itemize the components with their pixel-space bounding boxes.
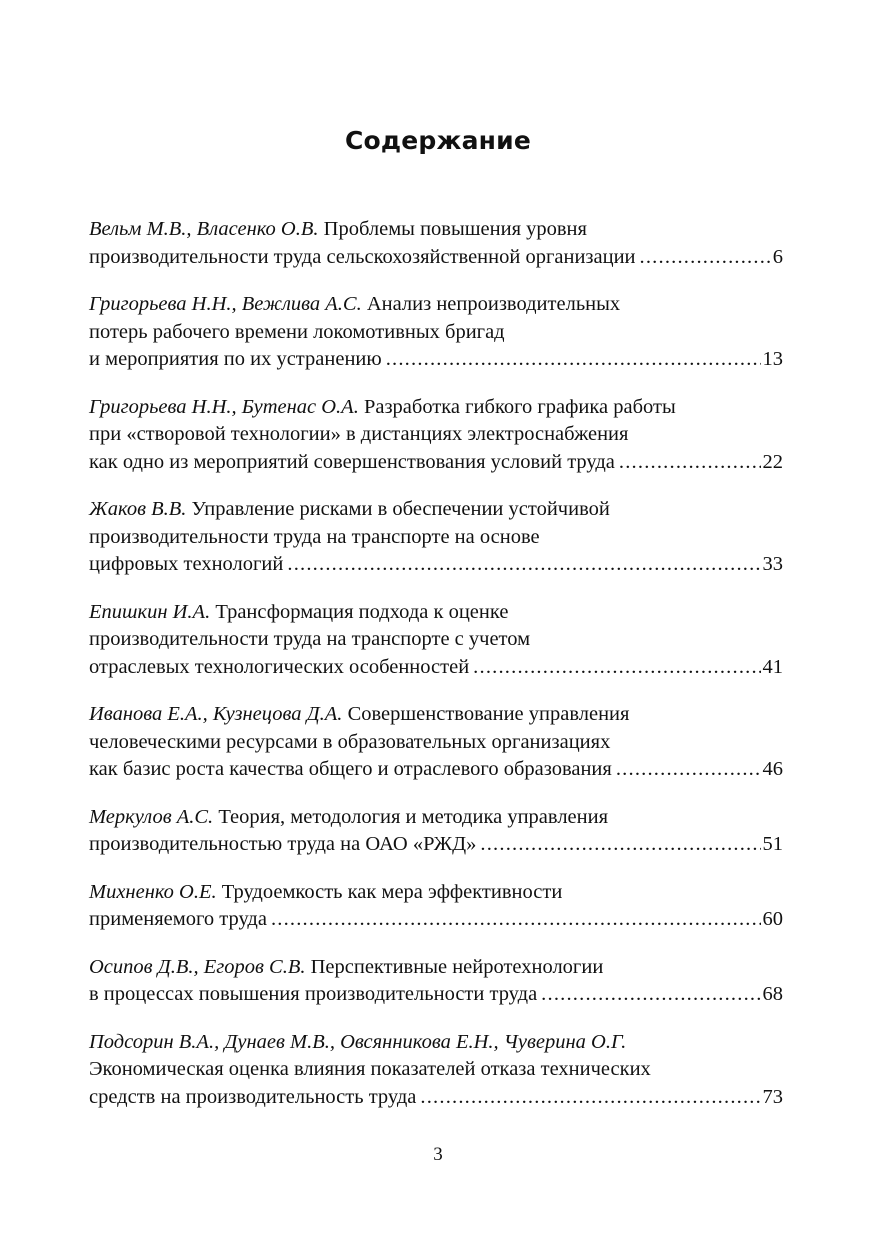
toc-entry-page: 13	[762, 348, 783, 370]
toc-entry-title-end: применяемого труда	[89, 908, 267, 930]
toc-entry-title-line: производительности труда на транспорте с учетом	[89, 628, 531, 650]
toc-entry[interactable]	[89, 1029, 783, 1112]
toc-entry-last-line	[89, 551, 783, 579]
toc-entry-last-line	[89, 449, 783, 477]
page-number: 3	[433, 1144, 443, 1165]
toc-entry-first-line	[89, 804, 783, 832]
toc-entry-title-end: отраслевых технологических особенностей	[89, 655, 470, 678]
toc-entry-page: 41	[762, 655, 783, 678]
table-of-contents	[89, 216, 783, 1131]
toc-entry-page: 6	[772, 245, 783, 268]
toc-entry-last-line	[89, 1084, 783, 1112]
toc-entry-page: 46	[762, 758, 783, 780]
toc-entry-last-line	[89, 906, 783, 934]
toc-entry-first-line	[89, 701, 783, 729]
dot-leader	[287, 551, 760, 579]
toc-entry-first-line	[89, 599, 783, 627]
dot-leader	[386, 346, 761, 374]
toc-entry-title-start: Теория, методология и методика управления	[218, 805, 609, 828]
toc-entry-title-start: Разработка гибкого графика работы	[363, 395, 676, 418]
toc-entry-authors: Григорьева Н.Н., Бутенас О.А.	[89, 395, 359, 418]
toc-entry[interactable]	[89, 216, 783, 271]
toc-entry-authors: Иванова Е.А., Кузнецова Д.А.	[89, 703, 343, 725]
toc-entry-title-end: и мероприятия по их устранению	[89, 348, 382, 370]
dot-leader	[420, 1084, 760, 1112]
toc-entry-title-end: как одно из мероприятий совершенствования условий труда	[89, 450, 615, 473]
toc-entry-authors: Михненко О.Е.	[89, 880, 217, 903]
toc-entry-first-line	[89, 1029, 783, 1057]
toc-entry-title-start: Анализ непроизводительных	[366, 293, 621, 315]
toc-entry-title-line: потерь рабочего времени локомотивных бригад	[89, 320, 505, 343]
toc-entry-page: 33	[762, 553, 783, 575]
dot-leader	[480, 831, 760, 859]
dot-leader	[619, 449, 761, 477]
toc-entry-first-line	[89, 879, 783, 907]
toc-entry-authors: Осипов Д.В., Егоров С.В.	[89, 955, 306, 978]
toc-entry-page: 51	[762, 833, 783, 855]
toc-entry-title-line: при «створовой технологии» в дистанциях электроснабжения	[89, 423, 629, 445]
toc-entry-last-line	[89, 981, 783, 1009]
toc-entry-page: 60	[762, 908, 783, 930]
toc-entry[interactable]	[89, 701, 783, 784]
toc-entry-page: 22	[762, 450, 783, 473]
toc-entry-title-start: Перспективные нейротехнологии	[310, 955, 604, 978]
toc-entry-title-end: в процессах повышения производительности труда	[89, 983, 538, 1005]
toc-entry-authors: Жаков В.В.	[89, 498, 187, 520]
toc-entry-last-line	[89, 831, 783, 859]
toc-entry-title-start: Совершенствование управления	[347, 703, 630, 725]
toc-entry[interactable]	[89, 599, 783, 682]
toc-entry[interactable]	[89, 879, 783, 934]
toc-entry-page: 68	[762, 983, 783, 1005]
page-title: Содержание	[344, 126, 532, 155]
dot-leader	[640, 244, 771, 272]
toc-entry-title-start: Проблемы повышения уровня	[323, 218, 587, 240]
toc-entry-title-start: Трудоемкость как мера эффективности	[221, 880, 563, 903]
dot-leader	[616, 756, 761, 784]
toc-entry-authors: Вельм М.В., Власенко О.В.	[89, 218, 319, 240]
toc-entry-page: 73	[762, 1085, 783, 1108]
toc-entry[interactable]	[89, 496, 783, 579]
toc-entry[interactable]	[89, 954, 783, 1009]
toc-entry-first-line	[89, 291, 783, 319]
toc-entry-title-start: Управление рисками в обеспечении устойчивой	[191, 498, 610, 520]
toc-entry-authors: Меркулов А.С.	[89, 805, 214, 828]
toc-entry-title-end: цифровых технологий	[89, 553, 284, 575]
toc-entry-title-end: производительностью труда на ОАО «РЖД»	[89, 833, 477, 855]
toc-entry-title-line: производительности труда на транспорте на основе	[89, 525, 540, 548]
dot-leader	[473, 654, 760, 682]
toc-entry-first-line	[89, 216, 783, 244]
toc-entry-title-line: человеческими ресурсами в образовательных организациях	[89, 730, 611, 753]
toc-entry-authors: Григорьева Н.Н., Вежлива А.С.	[89, 293, 362, 315]
toc-entry[interactable]	[89, 804, 783, 859]
toc-entry-first-line	[89, 496, 783, 524]
toc-entry-title-end: как базис роста качества общего и отраслевого образования	[89, 758, 612, 780]
toc-entry-title-end: производительности труда сельскохозяйственной организации	[89, 245, 636, 268]
toc-entry-authors: Подсорин В.А., Дунаев М.В., Овсянникова Е.Н., Чуверина О.Г.	[89, 1030, 627, 1053]
toc-entry-first-line	[89, 954, 783, 982]
toc-entry-last-line	[89, 756, 783, 784]
toc-entry-title-start: Трансформация подхода к оценке	[215, 600, 509, 623]
toc-entry-last-line	[89, 654, 783, 682]
dot-leader	[271, 906, 761, 934]
toc-entry-first-line	[89, 394, 783, 422]
toc-entry-title-end: средств на производительность труда	[89, 1085, 417, 1108]
toc-entry[interactable]	[89, 394, 783, 477]
toc-entry[interactable]	[89, 291, 783, 374]
dot-leader	[541, 981, 760, 1009]
toc-entry-title-line: Экономическая оценка влияния показателей отказа технических	[89, 1058, 651, 1080]
toc-entry-authors: Епишкин И.А.	[89, 600, 211, 623]
toc-entry-last-line	[89, 244, 783, 272]
toc-entry-last-line	[89, 346, 783, 374]
